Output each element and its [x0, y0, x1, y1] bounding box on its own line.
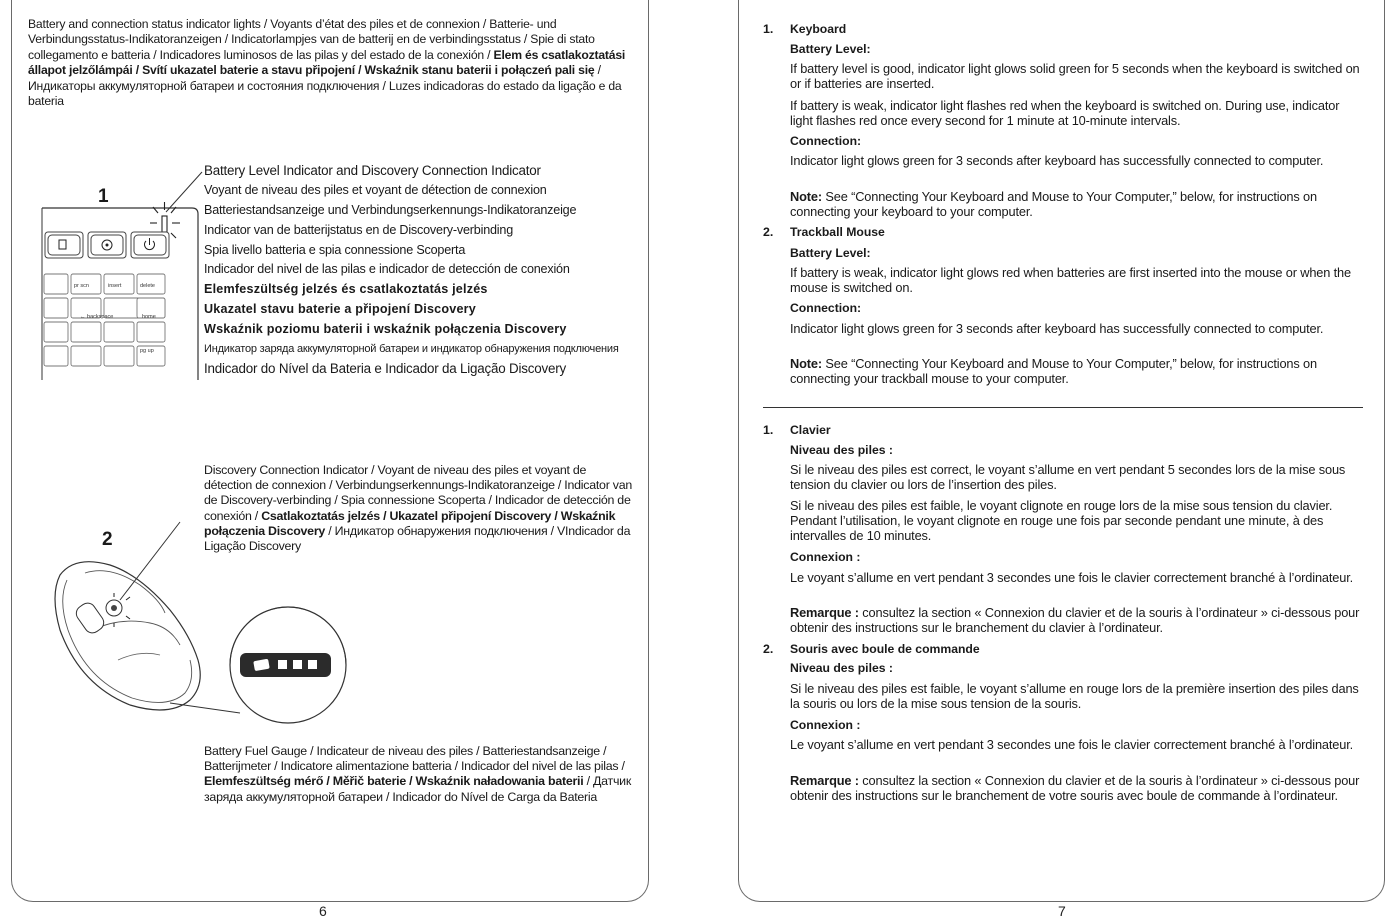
- paragraph: Indicator light glows green for 3 seconds after keyboard has successfully connected to computer.: [790, 153, 1324, 168]
- list-number: 1.: [763, 22, 774, 36]
- section-divider: [763, 407, 1363, 408]
- section-title: Clavier: [790, 423, 831, 437]
- sub-label: Connection:: [790, 134, 862, 148]
- key-home: home: [142, 314, 156, 320]
- callout-1-line: Indicador do Nível da Bateria e Indicador da Ligação Discovery: [204, 360, 567, 376]
- paragraph: If battery is weak, indicator light glows red when batteries are first inserted into the mouse or when the mouse is switched on.: [790, 265, 1351, 295]
- paragraph: Si le niveau des piles est faible, le voyant clignote en rouge lors de la mise sous tension du clavier. Pendant l’utilisation, le voyant clignote en rouge une fois par seconde pendant une minute, à des intervalles de 10 minutes.: [790, 498, 1333, 543]
- section-title: Trackball Mouse: [790, 225, 885, 239]
- paragraph: Si le niveau des piles est correct, le voyant s’allume en vert pendant 5 secondes lors de la mise sous tension du clavier ou lors de l’insertion des piles.: [790, 462, 1346, 492]
- sub-label: Battery Level:: [790, 42, 871, 56]
- callout-1-translations: [204, 163, 634, 381]
- sub-label: Connexion :: [790, 718, 861, 732]
- page-number-right: 7: [1058, 903, 1066, 919]
- list-number: 2.: [763, 225, 774, 239]
- callout-1-line: Indicator van de batterijstatus en de Discovery-verbinding: [204, 222, 514, 237]
- paragraph: If battery is weak, indicator light flashes red when the keyboard is switched on. During use, indicator light flashes red once every second for 1 minute at 10-minute intervals.: [790, 98, 1340, 128]
- sub-label: Niveau des piles :: [790, 443, 893, 457]
- paragraph: If battery level is good, indicator light glows solid green for 5 seconds when the keyboard is switched on or if batteries are inserted.: [790, 61, 1360, 91]
- callout-1-line: Индикатор заряда аккумуляторной батареи и индикатор обнаружения подключения: [204, 343, 619, 356]
- page-number-left: 6: [319, 903, 327, 919]
- sub-label: Connection:: [790, 301, 862, 315]
- callout-number-2: 2: [102, 529, 113, 550]
- note-paragraph: Remarque : consultez la section « Connexion du clavier et de la souris à l’ordinateur » ci-dessous pour obtenir des instructions sur le branchement du clavier à l’ordinateur.: [790, 605, 1360, 635]
- note-paragraph: Note: See “Connecting Your Keyboard and Mouse to Your Computer,” below, for instructions on connecting your trackball mouse to your computer.: [790, 356, 1317, 386]
- section-title: Keyboard: [790, 22, 847, 36]
- note-paragraph: Note: See “Connecting Your Keyboard and Mouse to Your Computer,” below, for instructions on connecting your keyboard to your computer.: [790, 189, 1317, 219]
- status-lights-header: Battery and connection status indicator lights / Voyants d’état des piles et de connexion / Batterie- und Verbindungsstatus-Indikatoranzeigen / Indicatorlampjes van de batterij en de verbindingsstatus / Spie di stato collegamento e batteria / Indicadores luminosos de las pilas y del estado de la conexión / Elem és csatlakoztatási állapot jelzőlámpái / Svítí ukazatel baterie a stavu připojení / Wskaźnik stanu baterii i połączeń pali się / Индикаторы аккумуляторной батареи и состояния подключения / Luzes indicadoras do estado da ligação e da bateria: [28, 17, 626, 109]
- callout-1-line: Ukazatel stavu baterie a připojení Discovery: [204, 302, 476, 317]
- key-prtscn: pr scn: [74, 283, 89, 289]
- paragraph: Indicator light glows green for 3 seconds after keyboard has successfully connected to computer.: [790, 321, 1324, 336]
- sub-label: Connexion :: [790, 550, 861, 564]
- key-delete: delete: [140, 283, 155, 289]
- indicator-led: [162, 216, 167, 232]
- callout-1-line: Wskaźnik poziomu baterii i wskaźnik połączenia Discovery: [204, 322, 567, 337]
- note-paragraph: Remarque : consultez la section « Connexion du clavier et de la souris à l’ordinateur » ci-dessous pour obtenir des instructions sur le branchement de votre souris avec boule de commande à l’ordinateur.: [790, 773, 1360, 803]
- paragraph: Le voyant s’allume en vert pendant 3 secondes une fois le clavier correctement branché à l’ordinateur.: [790, 570, 1354, 585]
- key-pgup: pg up: [140, 348, 154, 354]
- keyboard-illustration: [40, 170, 210, 385]
- paragraph: Le voyant s’allume en vert pendant 3 secondes une fois le clavier correctement branché à l’ordinateur.: [790, 737, 1354, 752]
- callout-1-line: Elemfeszültség jelzés és csatlakoztatás jelzés: [204, 282, 488, 297]
- sub-label: Niveau des piles :: [790, 661, 893, 675]
- key-insert: insert: [108, 283, 122, 289]
- callout-3-translations: Battery Fuel Gauge / Indicateur de niveau des piles / Batteriestandsanzeige / Batterijmeter / Indicatore alimentazione batteria / Indicador del nivel de las pilas / Elemfeszültség mérő / Měřič baterie / Wskaźnik naładowania baterii / Датчик заряда аккумуляторной батареи / Indicador do Nível de Carga da Bateria: [204, 744, 632, 804]
- key-backspace: ← backspace: [80, 314, 114, 320]
- section-title: Souris avec boule de commande: [790, 642, 980, 656]
- list-number: 1.: [763, 423, 774, 437]
- trackball-mouse-illustration: [40, 455, 340, 720]
- callout-number-1: 1: [98, 186, 109, 207]
- paragraph: Si le niveau des piles est faible, le voyant s’allume en rouge lors de la première insertion des piles dans la souris ou lors de la mise sous tension de la souris.: [790, 681, 1359, 711]
- callout-1-line: Spia livello batteria e spia connessione Scoperta: [204, 242, 466, 257]
- callout-1-line: Battery Level Indicator and Discovery Connection Indicator: [204, 163, 541, 178]
- sub-label: Battery Level:: [790, 246, 871, 260]
- callout-1-line: Indicador del nivel de las pilas e indicador de detección de conexión: [204, 262, 570, 277]
- callout-1-line: Voyant de niveau des piles et voyant de détection de connexion: [204, 182, 547, 197]
- callout-2-translations: Discovery Connection Indicator / Voyant de niveau des piles et voyant de détection de connexion / Verbindungserkennungs-Indikatoranzeige / Indicator van de Discovery-verbinding / Spia connessione Scoperta / Indicador de detección de conexión / Csatlakoztatás jelzés / Ukazatel připojení Discovery / Wskaźnik połączenia Discovery / Индикатор обнаружения подключения / VIndicador da Ligação Discovery: [204, 463, 632, 554]
- list-number: 2.: [763, 642, 774, 656]
- callout-1-line: Batteriestandsanzeige und Verbindungserkennungs-Indikatoranzeige: [204, 202, 577, 217]
